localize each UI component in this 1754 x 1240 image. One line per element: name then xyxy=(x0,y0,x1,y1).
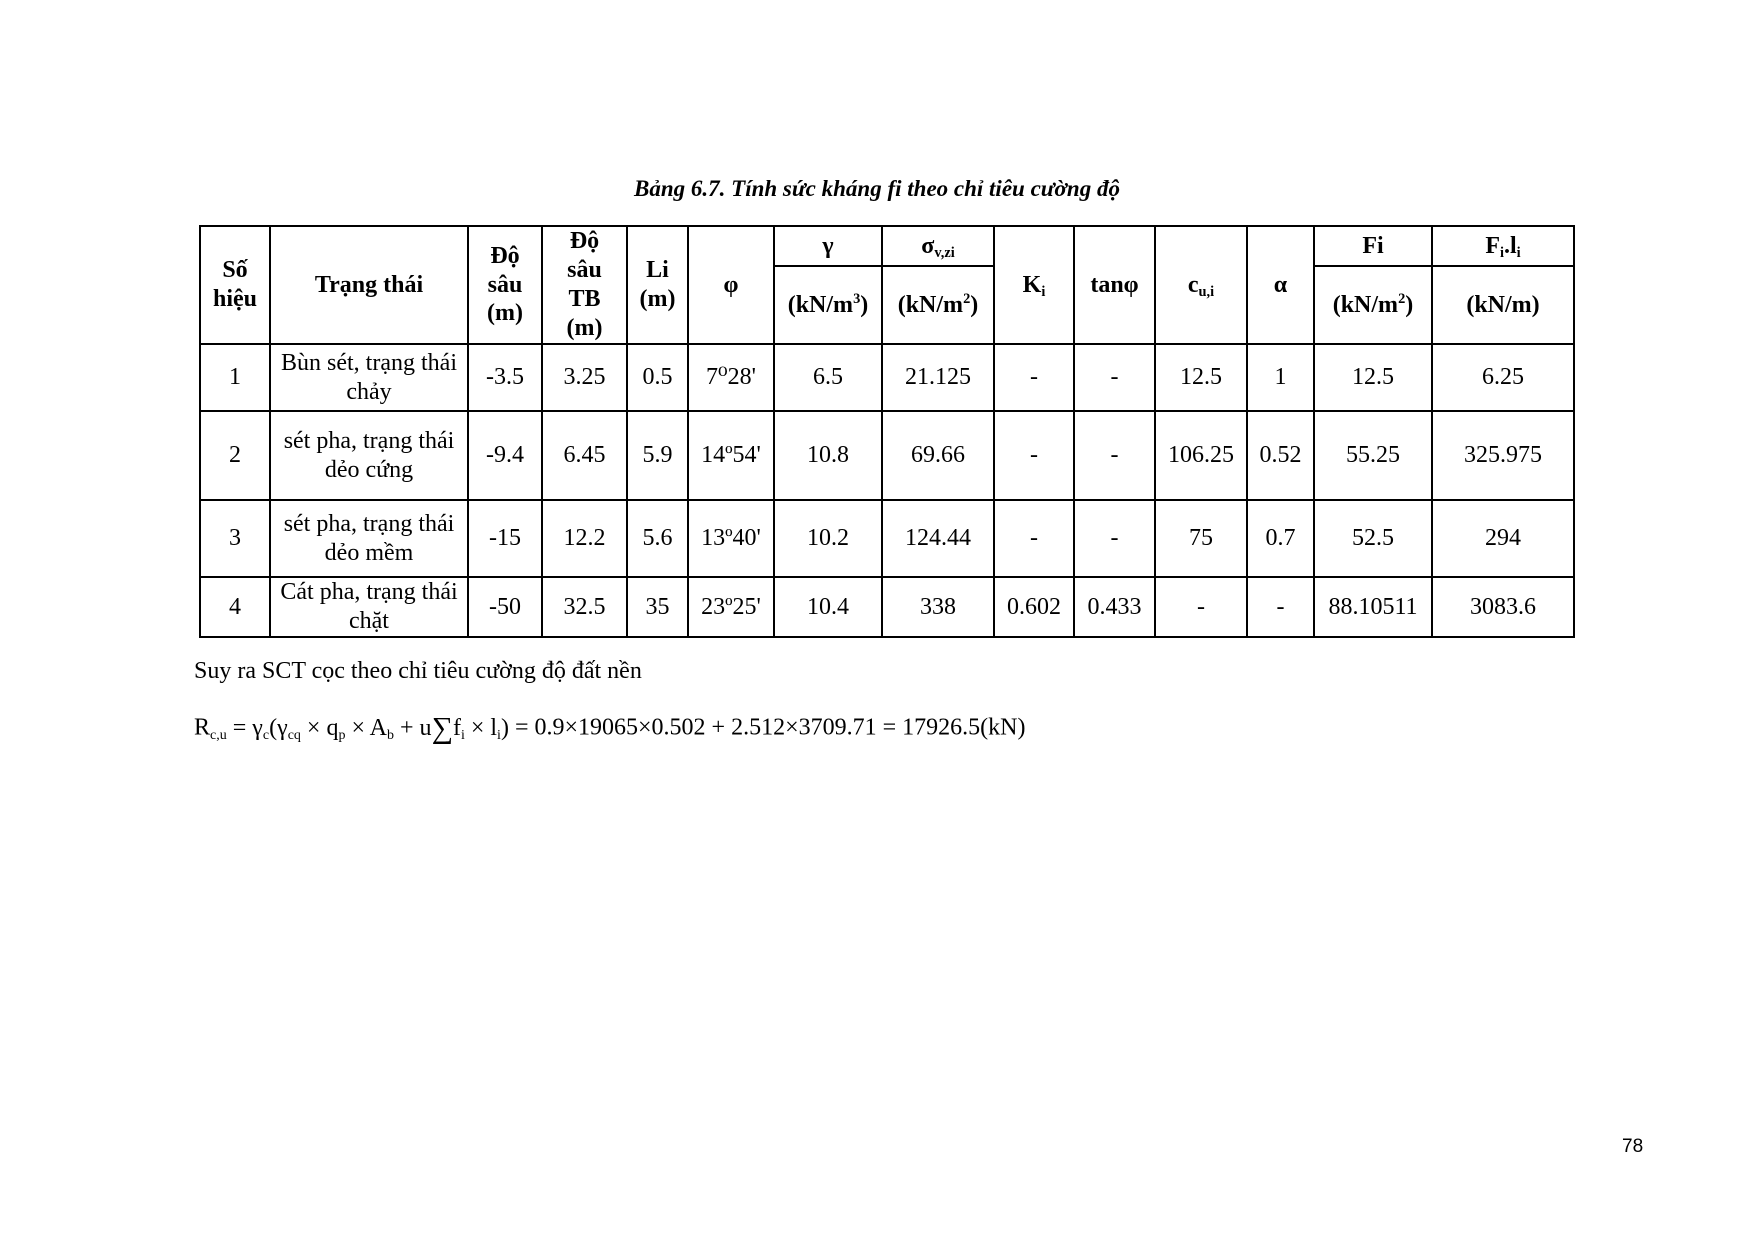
soil-resistance-table xyxy=(199,225,1575,638)
cell-ki: - xyxy=(994,411,1074,500)
cell-ki: 0.602 xyxy=(994,577,1074,637)
cell-gamma: 6.5 xyxy=(774,344,882,411)
cell-gamma: 10.4 xyxy=(774,577,882,637)
header-do-sau: Độ sâu (m) xyxy=(468,226,542,344)
cell-phi: 23º25' xyxy=(688,577,774,637)
cell-fi: 55.25 xyxy=(1314,411,1432,500)
header-li: Li (m) xyxy=(627,226,688,344)
cell-sigma: 124.44 xyxy=(882,500,994,577)
cell-fi: 88.10511 xyxy=(1314,577,1432,637)
cell-ki: - xyxy=(994,500,1074,577)
cell-tanphi: - xyxy=(1074,500,1155,577)
header-so-hieu: Số hiệu xyxy=(200,226,270,344)
header-sigma-unit: $(kN/m^2)$ xyxy=(882,266,994,344)
table-header-row xyxy=(200,226,1574,266)
cell-tanphi: - xyxy=(1074,344,1155,411)
cell-cui: 106.25 xyxy=(1155,411,1247,500)
cell-fili: 294 xyxy=(1432,500,1574,577)
table-caption: Bảng 6.7. Tính sức kháng fi theo chỉ tiêu cường độ xyxy=(634,176,1120,201)
cell-phi: 7⁰28' xyxy=(688,344,774,411)
cell-fili: 3083.6 xyxy=(1432,577,1574,637)
cell-depth: -50 xyxy=(468,577,542,637)
cell-alpha: - xyxy=(1247,577,1314,637)
header-fili: $F_i.l_i$ xyxy=(1432,226,1574,266)
table-row xyxy=(200,411,1574,500)
capacity-formula xyxy=(194,711,1025,745)
header-alpha: α xyxy=(1247,226,1314,344)
cell-fi: 12.5 xyxy=(1314,344,1432,411)
cell-depth-avg: 6.45 xyxy=(542,411,627,500)
cell-depth: -15 xyxy=(468,500,542,577)
cell-depth-avg: 12.2 xyxy=(542,500,627,577)
header-fili-unit: (kN/m) xyxy=(1432,266,1574,344)
header-ki: $K_i$ xyxy=(994,226,1074,344)
cell-alpha: 0.52 xyxy=(1247,411,1314,500)
header-gamma: γ xyxy=(774,226,882,266)
cell-sigma: 21.125 xyxy=(882,344,994,411)
header-fi-unit: $(kN/m^2)$ xyxy=(1314,266,1432,344)
cell-tanphi: 0.433 xyxy=(1074,577,1155,637)
cell-stt: 3 xyxy=(200,500,270,577)
header-do-sau-tb: Độ sâu TB (m) xyxy=(542,226,627,344)
cell-gamma: 10.8 xyxy=(774,411,882,500)
cell-tanphi: - xyxy=(1074,411,1155,500)
page-number: 78 xyxy=(1622,1136,1644,1157)
cell-state: Cát pha, trạng thái chặt xyxy=(270,577,468,637)
cell-cui: 12.5 xyxy=(1155,344,1247,411)
cell-cui: 75 xyxy=(1155,500,1247,577)
header-sigma: $\sigma_{v,zi}$ xyxy=(882,226,994,266)
cell-li: 35 xyxy=(627,577,688,637)
cell-sigma: 69.66 xyxy=(882,411,994,500)
table-row xyxy=(200,344,1574,411)
header-phi: φ xyxy=(688,226,774,344)
table-row xyxy=(200,500,1574,577)
header-tanphi: tanφ xyxy=(1074,226,1155,344)
formula-result: = 0.9×19065×0.502 + 2.512×3709.71 = 17926.5(kN) xyxy=(514,714,1026,741)
cell-state: sét pha, trạng thái dẻo mềm xyxy=(270,500,468,577)
cell-state: Bùn sét, trạng thái chảy xyxy=(270,344,468,411)
header-trang-thai: Trạng thái xyxy=(270,226,468,344)
formula-lhs-subscript: c,u xyxy=(210,727,227,743)
cell-sigma: 338 xyxy=(882,577,994,637)
cell-cui: - xyxy=(1155,577,1247,637)
formula-lhs: R xyxy=(194,714,211,741)
cell-alpha: 1 xyxy=(1247,344,1314,411)
table-row xyxy=(200,577,1574,637)
header-cui: $c_{u,i}$ xyxy=(1155,226,1247,344)
formula-expression: = γc(γcq × qp × Ab + u∑fi × li) xyxy=(232,711,509,744)
cell-li: 5.9 xyxy=(627,411,688,500)
cell-fili: 325.975 xyxy=(1432,411,1574,500)
cell-depth-avg: 3.25 xyxy=(542,344,627,411)
cell-stt: 4 xyxy=(200,577,270,637)
cell-state: sét pha, trạng thái dẻo cứng xyxy=(270,411,468,500)
body-paragraph: Suy ra SCT cọc theo chỉ tiêu cường độ đất nền xyxy=(194,658,642,684)
cell-fi: 52.5 xyxy=(1314,500,1432,577)
header-fi: Fi xyxy=(1314,226,1432,266)
cell-ki: - xyxy=(994,344,1074,411)
cell-depth: -9.4 xyxy=(468,411,542,500)
cell-stt: 1 xyxy=(200,344,270,411)
cell-fili: 6.25 xyxy=(1432,344,1574,411)
cell-depth-avg: 32.5 xyxy=(542,577,627,637)
cell-phi: 14º54' xyxy=(688,411,774,500)
cell-stt: 2 xyxy=(200,411,270,500)
cell-li: 5.6 xyxy=(627,500,688,577)
cell-gamma: 10.2 xyxy=(774,500,882,577)
cell-alpha: 0.7 xyxy=(1247,500,1314,577)
cell-li: 0.5 xyxy=(627,344,688,411)
cell-phi: 13º40' xyxy=(688,500,774,577)
header-gamma-unit: $(kN/m^3)$ xyxy=(774,266,882,344)
cell-depth: -3.5 xyxy=(468,344,542,411)
